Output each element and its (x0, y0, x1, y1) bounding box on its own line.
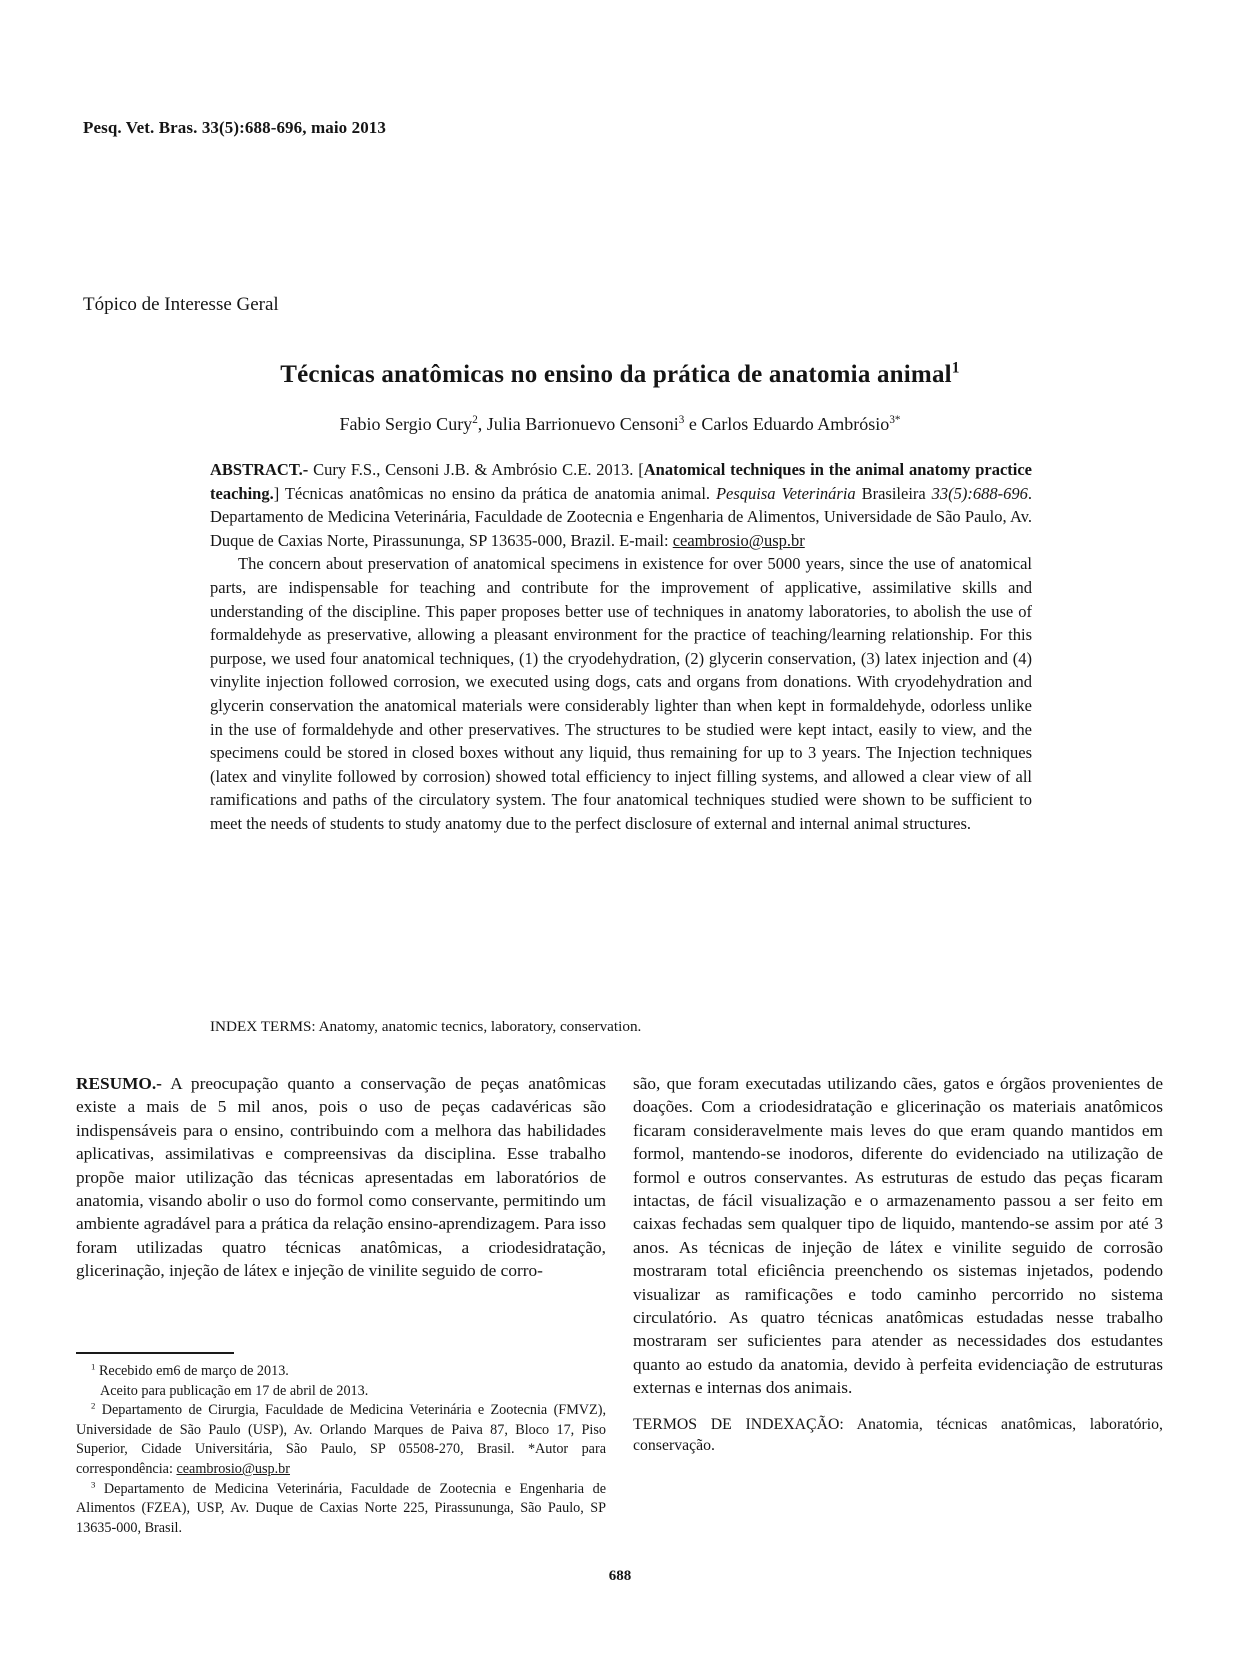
footnote-2-marker: 2 (91, 1400, 96, 1411)
abstract-citation-text-4: . Departamento de Medicina Veterinária, Faculdade de Zootecnia e Engenharia de Alimentos, Universidade de São Paulo, Av. Duque de Caxias Norte, Pirassununga, SP 13635-000, Brazil. E-mail: (210, 483, 1033, 550)
abstract-body: The concern about preservation of anatomical specimens in existence for over 5000 years, since the use of anatomical parts, are indispensable for teaching and contribute for the improvement of applicative, assimilative skills and understanding of the discipline. This paper proposes better use of techniques in anatomy laboratories, to abolish the use of formaldehyde as preservative, allowing a pleasant environment for the practice of teaching/learning relationship. For this purpose, we used four anatomical techniques, (1) the cryodehydration, (2) glycerin conservation, (3) latex injection and (4) vinylite injection followed corrosion, we executed using dogs, cats and organs from donations. With cryodehydration and glycerin conservation the anatomical materials were considerably lighter than when kept in formaldehyde, odorless unlike in the use of formaldehyde and other preservatives. The structures to be studied were kept intact, easily to view, and the specimens could be stored in closed boxes without any liquid, thus remaining for up to 3 years. The Injection techniques (latex and vinylite followed by corrosion) showed total efficiency to inject filling systems, and allowed a clear view of all ramifications and paths of the circulatory system. The four anatomical techniques studied were shown to be sufficient to meet the needs of students to study anatomy due to the perfect disclosure of external and internal animal structures. (210, 554, 1032, 833)
authors-line (0, 414, 1240, 435)
resumo-text-left: A preocupação quanto a conservação de peças anatômicas existe a mais de 5 mil anos, pois o uso de peças cadavéricas são indispensáveis para o ensino, contribuindo com a melhora das habilidades aplicativas, assimilativas e compreensivas da disciplina. Esse trabalho propõe maior utilização das técnicas apresentadas em laboratórios de anatomia, visando abolir o uso do formol como conservante, permitindo um ambiente agradável para a prática da relação ensino-aprendizagem. Para isso foram utilizadas quatro técnicas anatômicas, a criodesidratação, glicerinação, injeção de látex e injeção de vinilite seguido de corro- (76, 1074, 606, 1281)
author-2: , Julia Barrionuevo Censoni (477, 414, 679, 434)
footnote-3 (76, 1480, 606, 1539)
abstract-section (210, 458, 1032, 836)
abstract-citation-text: Cury F.S., Censoni J.B. & Ambrósio C.E. 2013. [ (308, 460, 644, 479)
footnote-divider (76, 1352, 234, 1354)
author-1: Fabio Sergio Cury (339, 414, 473, 434)
abstract-english-title: Anatomical techniques in the animal anatomy practice teaching. (210, 460, 1033, 503)
termos-de-indexacao: TERMOS DE INDEXAÇÃO: Anatomia, técnicas anatômicas, laboratório, conservação. (633, 1415, 1163, 1454)
resumo-paragraph-left (76, 1072, 606, 1283)
footnote-3-text: Departamento de Medicina Veterinária, Faculdade de Zootecnia e Engenharia de Alimentos (FZEA), USP, Av. Duque de Caxias Norte 225, Pirassununga, São Paulo, SP 13635-000, Brasil. (76, 1480, 606, 1536)
title-text: Técnicas anatômicas no ensino da prática de anatomia animal (280, 360, 952, 388)
corresponding-email-link[interactable]: ceambrosio@usp.br (672, 530, 805, 550)
abstract-label: ABSTRACT.- (210, 460, 309, 479)
author-2-affiliation: 3 (678, 414, 685, 426)
footnote-3-marker: 3 (91, 1478, 96, 1489)
author-3: e Carlos Eduardo Ambrósio (684, 414, 890, 434)
abstract-citation-text-2: ] Técnicas anatômicas no ensino da prática de anatomia animal. (273, 483, 716, 503)
resumo-left-column (76, 1072, 606, 1283)
footnote-1-marker: 1 (91, 1361, 96, 1372)
author-3-affiliation: 3* (889, 414, 901, 426)
resumo-right-column (633, 1072, 1163, 1456)
index-terms: INDEX TERMS: Anatomy, anatomic tecnics, laboratory, conservation. (210, 1018, 642, 1035)
footnotes-section (76, 1362, 606, 1538)
page-number: 688 (608, 1568, 632, 1584)
section-label: Tópico de Interesse Geral (83, 294, 279, 315)
footnote-2 (76, 1401, 606, 1479)
footnote-1-text: Recebido em6 de março de 2013. (95, 1363, 289, 1379)
footnote-1 (76, 1362, 606, 1382)
author-1-affiliation: 2 (472, 414, 478, 426)
title-footnote-marker: 1 (951, 359, 960, 377)
resumo-paragraph-right: são, que foram executadas utilizando cães, gatos e órgãos provenientes de doações. Com a criodesidratação e glicerinação os materiais anatômicos ficaram consideravelmente mais leves do que eram quando mantidos em formol, mantendo-se inodoros, diferente do evidenciado na utilização de formol e outros conservantes. As estruturas de estudo das peças ficaram intactas, de fácil visualização e o armazenamento passou a ser feito em caixas fechadas sem qualquer tipo de liquido, mantendo-se assim por até 3 anos. As técnicas de injeção de látex e vinilite seguido de corrosão mostraram total eficiência preenchendo os sistemas injetados, podendo visualizar as ramificações e todo caminho percorrido no sistema circulatório. As quatro técnicas anatômicas estudadas nesse trabalho mostraram ser suficientes para atender as necessidades dos estudantes quanto ao estudo da anatomia, devido à perfeita evidenciação de estruturas externas e internas dos animais. (633, 1074, 1163, 1398)
footnote-1b: Aceito para publicação em 17 de abril de 2013. (100, 1382, 369, 1399)
journal-header: Pesq. Vet. Bras. 33(5):688-696, maio 2013 (83, 118, 386, 137)
footnote-email-link[interactable]: ceambrosio@usp.br (176, 1460, 290, 1477)
issue-reference-italic: 33(5):688-696 (931, 483, 1028, 503)
abstract-citation (210, 458, 1032, 552)
page-title (0, 361, 1240, 389)
journal-name-italic: Pesquisa Veterinária (715, 483, 856, 503)
footnote-2-text: Departamento de Cirurgia, Faculdade de Medicina Veterinária e Zootecnia (FMVZ), Universidade de São Paulo (USP), Av. Orlando Marques de Paiva 87, Bloco 17, Piso Superior, Cidade Universitária, São Paulo, SP 05508-270, Brasil. *Autor para correspondência: (76, 1402, 606, 1477)
resumo-label: RESUMO.- (76, 1074, 162, 1093)
abstract-citation-text-3: Brasileira (855, 483, 932, 503)
